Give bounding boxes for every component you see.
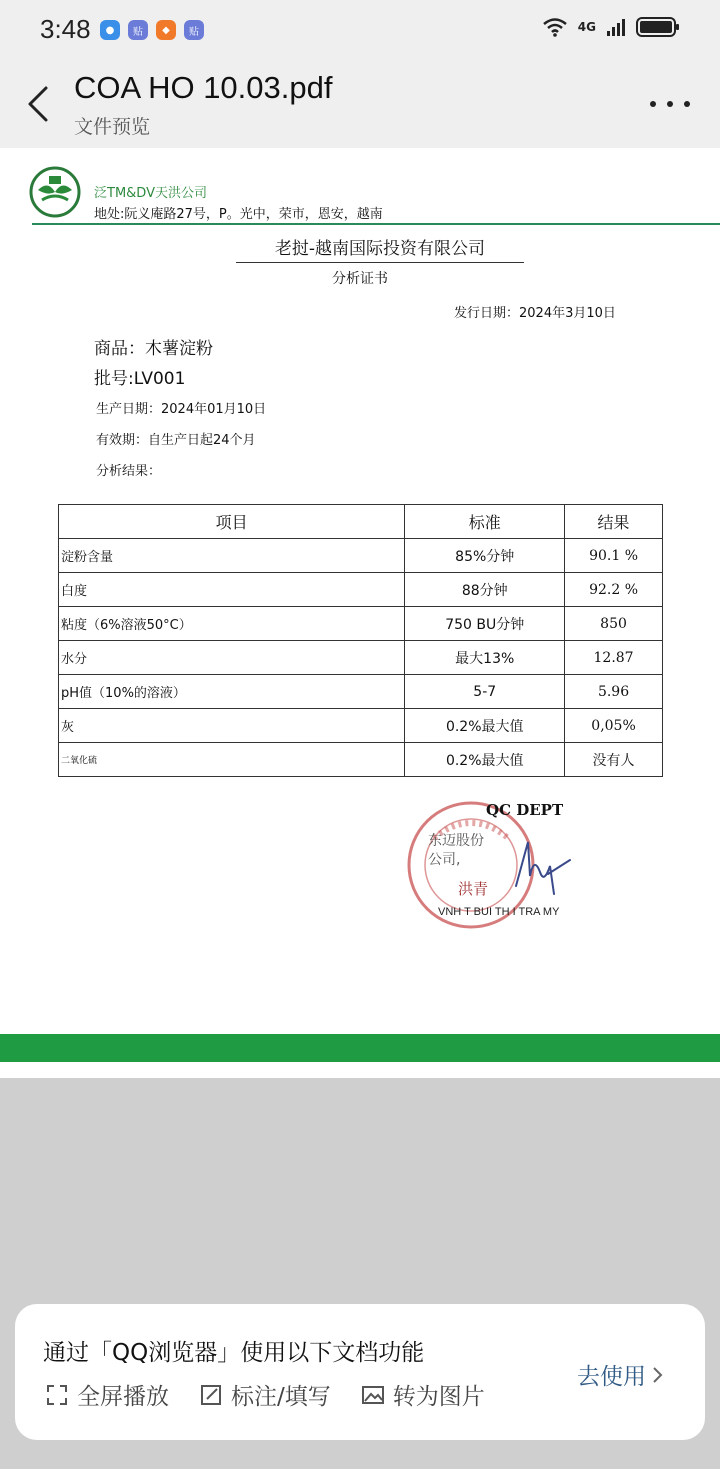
notification-icons: [100, 20, 204, 40]
edit-icon: [199, 1383, 223, 1407]
result-cell: 850: [565, 607, 663, 641]
annotate-action[interactable]: [199, 1378, 331, 1411]
standard-cell: 88分钟: [405, 573, 565, 607]
fullscreen-action[interactable]: [45, 1378, 169, 1411]
production-date-field: 生产日期：2024年01月10日: [96, 402, 267, 417]
item-cell: 灰: [59, 709, 405, 743]
table-row: [59, 539, 663, 573]
company-name: 泛TM&DV天洪公司: [94, 186, 207, 201]
document-title: 老挝-越南国际投资有限公司: [236, 234, 524, 263]
standard-cell: 750 BU分钟: [405, 607, 565, 641]
document-preview[interactable]: [0, 148, 720, 1078]
qc-department: QC DEPT: [486, 801, 564, 819]
issue-date: 发行日期：2024年3月10日: [454, 306, 616, 321]
tieba-app-icon: 贴: [184, 20, 204, 40]
company-logo: [28, 166, 82, 218]
title-bar: [0, 62, 720, 148]
standard-cell: 5-7: [405, 675, 565, 709]
tieba-app-icon: 贴: [128, 20, 148, 40]
more-dot-icon: [650, 101, 656, 107]
more-dot-icon: [667, 101, 673, 107]
table-row: [59, 743, 663, 777]
network-type: 4G: [577, 20, 596, 34]
seal-company-text: 东迈股份公司,: [428, 833, 484, 868]
image-icon: [361, 1383, 385, 1407]
system-icons: [542, 16, 680, 38]
result-cell: 90.1 %: [565, 539, 663, 573]
product-field: 商品：木薯淀粉: [94, 339, 213, 359]
table-header-row: [59, 505, 663, 539]
footer-color-bar: [0, 1034, 720, 1062]
table-row: [59, 573, 663, 607]
standard-cell: 0.2%最大值: [405, 743, 565, 777]
item-cell: 二氧化硫: [59, 743, 405, 777]
standard-cell: 0.2%最大值: [405, 709, 565, 743]
convert-image-label: 转为图片: [392, 1384, 485, 1410]
table-row: [59, 641, 663, 675]
standard-cell: 最大13%: [405, 641, 565, 675]
handwritten-signature: [510, 836, 574, 898]
result-cell: 12.87: [565, 641, 663, 675]
battery-icon: [636, 16, 680, 38]
item-cell: 淀粉含量: [59, 539, 405, 573]
wifi-icon: [542, 17, 568, 37]
more-button[interactable]: [650, 94, 690, 114]
standard-cell: 85%分钟: [405, 539, 565, 573]
batch-field: 批号:LV001: [94, 369, 186, 389]
chevron-right-icon: [652, 1365, 664, 1385]
more-dot-icon: [684, 101, 690, 107]
fullscreen-icon: [45, 1383, 69, 1407]
qq-browser-prompt-card: [15, 1304, 705, 1440]
chat-app-icon: ●: [100, 20, 120, 40]
seal-name: 洪青: [458, 880, 489, 898]
file-preview-label: 文件预览: [74, 116, 151, 138]
convert-image-action[interactable]: [361, 1378, 485, 1411]
annotate-label: 标注/填写: [231, 1384, 331, 1410]
signal-icon: [606, 17, 626, 37]
signer-name: VNH T BUI TH I TRA MY: [438, 906, 560, 918]
prompt-title: 通过「QQ浏览器」使用以下文档功能: [43, 1340, 425, 1366]
company-address: 地处:阮义庵路27号，P。光中，荣市，恩安，越南: [94, 207, 383, 222]
item-cell: 白度: [59, 573, 405, 607]
shop-app-icon: ◆: [156, 20, 176, 40]
result-cell: 92.2 %: [565, 573, 663, 607]
header-divider: [32, 223, 720, 225]
table-row: [59, 709, 663, 743]
fullscreen-label: 全屏播放: [77, 1384, 169, 1410]
column-header: 标准: [405, 505, 565, 539]
table-row: [59, 675, 663, 709]
use-button[interactable]: [577, 1358, 664, 1391]
feature-list: [45, 1378, 485, 1411]
item-cell: 水分: [59, 641, 405, 675]
clock: 3:48: [40, 14, 91, 44]
column-header: 项目: [59, 505, 405, 539]
result-cell: 5.96: [565, 675, 663, 709]
analysis-table: [58, 504, 663, 777]
result-label: 分析结果：: [96, 464, 162, 479]
item-cell: pH值（10%的溶液）: [59, 675, 405, 709]
document-subtitle: 分析证书: [332, 271, 388, 287]
column-header: 结果: [565, 505, 663, 539]
result-cell: 没有人: [565, 743, 663, 777]
item-cell: 粘度（6%溶液50°C）: [59, 607, 405, 641]
status-bar: [0, 0, 720, 62]
use-button-label: 去使用: [577, 1364, 646, 1390]
result-cell: 0,05%: [565, 709, 663, 743]
table-row: [59, 607, 663, 641]
back-button[interactable]: [22, 82, 62, 126]
file-name: COA HO 10.03.pdf: [74, 70, 333, 105]
validity-field: 有效期：自生产日起24个月: [96, 433, 256, 448]
chevron-left-icon: [22, 82, 62, 126]
